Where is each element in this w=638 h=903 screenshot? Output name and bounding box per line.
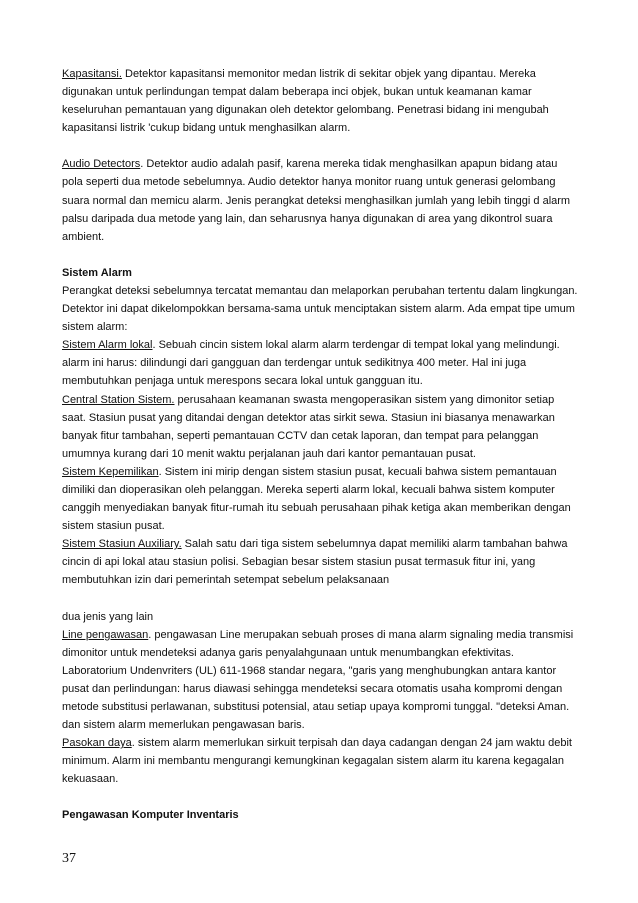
text-central-station: perusahaan keamanan swasta mengoperasikan sistem yang dimonitor setiap saat. Stasiun pusat yang ditandai dengan detektor atas sirkit sewa. Stasiun ini biasanya menawarkan banyak fitur tambahan, seperti pemantauan CCTV dan cetak laporan, dan tempat para pelanggan umumnya kurang dari 10 menit waktu perjalanan jauh dari kantor pemantauan pusat. [62, 393, 555, 460]
text-sistem-kepemilikan: . Sistem ini mirip dengan sistem stasiun pusat, kecuali bahwa sistem pemantauan dimiliki dan dioperasikan oleh pelanggan. Mereka seperti alarm lokal, kecuali bahwa sistem komputer canggih menyediakan banyak fitur-rumah itu sebuah perusahaan pihak ketiga akan memberikan dengan sistem stasiun pusat. [62, 465, 571, 533]
paragraph-gap [62, 788, 578, 806]
text-sistem-auxiliary: Salah satu dari tiga sistem sebelumnya dapat memiliki alarm tambahan bahwa cincin di api lokal atau stasiun polisi. Sebagian besar sistem stasiun pusat termasuk fitur ini, yang membutuhkan izin dari pemerintah setempat sebelum pelaksanaan [62, 538, 568, 587]
paragraph-dua-jenis: dua jenis yang lain [62, 610, 154, 623]
paragraph-pasokan-daya [62, 734, 578, 788]
paragraph-sistem-auxiliary [62, 535, 578, 589]
term-pasokan-daya: Pasokan daya [62, 737, 132, 750]
heading-pengawasan-komputer: Pengawasan Komputer Inventaris [62, 809, 239, 822]
paragraph-gap [62, 137, 578, 155]
paragraph-sistem-alarm-intro: Perangkat deteksi sebelumnya tercatat memantau dan melaporkan perubahan tertentu dalam lingkungan. Detektor ini dapat dikelompokkan bersama-sama untuk menciptakan sistem alarm. Ada empat tipe umum sistem alarm: [62, 284, 578, 334]
text-sistem-alarm-lokal: . Sebuah cincin sistem lokal alarm alarm terdengar di tempat lokal yang melindungi. alarm ini harus: dilindungi dari gangguan dan terdengar untuk sedikitnya 400 meter. Hal ini juga membutuhkan penjaga untuk merespons secara lokal untuk gangguan itu. [62, 339, 560, 388]
text-audio-detectors: . Detektor audio adalah pasif, karena mereka tidak menghasilkan apapun bidang atau pola seperti dua metode sebelumnya. Audio detektor hanya monitor ruang untuk generasi gelombang suara normal dan memicu alarm. Jenis perangkat deteksi menghasilkan jumlah yang lebih tinggi d alarm palsu daripada dua metode yang lain, dan seharusnya hanya digunakan di area yang dikontrol suara ambient. [62, 158, 571, 243]
term-sistem-kepemilikan: Sistem Kepemilikan [62, 465, 159, 478]
paragraph-line-pengawasan [62, 626, 578, 735]
heading-sistem-alarm: Sistem Alarm [62, 266, 132, 279]
text-line-pengawasan: . pengawasan Line merupakan sebuah proses di mana alarm signaling media transmisi dimonitor untuk mendeteksi adanya garis penyalahgunaan untuk menumbangkan efektivitas. Laboratorium Undenvriters (UL) 611-1968 standar negara, "garis yang menghubungkan antara kantor pusat dan perlindungan: harus diawasi sehingga mendeteksi secara otomatis usaha kompromi dengan metode substitusi perlawanan, substitusi potensial, atau setiap upaya kompromi tunggal. "deteksi Aman. dan sistem alarm memerlukan pengawasan baris. [62, 628, 574, 732]
page-number: 37 [62, 851, 76, 866]
paragraph-gap [62, 590, 578, 608]
term-audio-detectors: Audio Detectors [62, 158, 141, 171]
text-kapasitansi: Detektor kapasitansi memonitor medan listrik di sekitar objek yang dipantau. Mereka digunakan untuk perlindungan tempat dalam beberapa inci objek, bukan untuk keamanan kamar keseluruhan pemantauan yang digunakan oleh detektor gelombang. Penetrasi bidang ini mengubah kapasitansi listrik 'cukup bidang untuk menghasilkan alarm. [62, 68, 549, 135]
paragraph-audio-detectors [62, 155, 578, 245]
paragraph-central-station [62, 391, 578, 463]
text-pasokan-daya: . sistem alarm memerlukan sirkuit terpisah dan daya cadangan dengan 24 jam waktu debit minimum. Alarm ini membantu mengurangi kemungkinan kegagalan sistem alarm itu karena kegagalan kekuasaan. [62, 737, 572, 786]
paragraph-sistem-kepemilikan [62, 463, 578, 535]
term-sistem-auxiliary: Sistem Stasiun Auxiliary. [62, 538, 182, 551]
paragraph-sistem-alarm-lokal [62, 336, 578, 390]
page-content [62, 65, 578, 825]
term-line-pengawasan: Line pengawasan [62, 628, 149, 641]
paragraph-kapasitansi [62, 65, 578, 137]
term-sistem-alarm-lokal: Sistem Alarm lokal [62, 339, 153, 352]
term-kapasitansi: Kapasitansi. [62, 68, 122, 80]
paragraph-gap [62, 246, 578, 264]
term-central-station: Central Station Sistem. [62, 393, 175, 406]
